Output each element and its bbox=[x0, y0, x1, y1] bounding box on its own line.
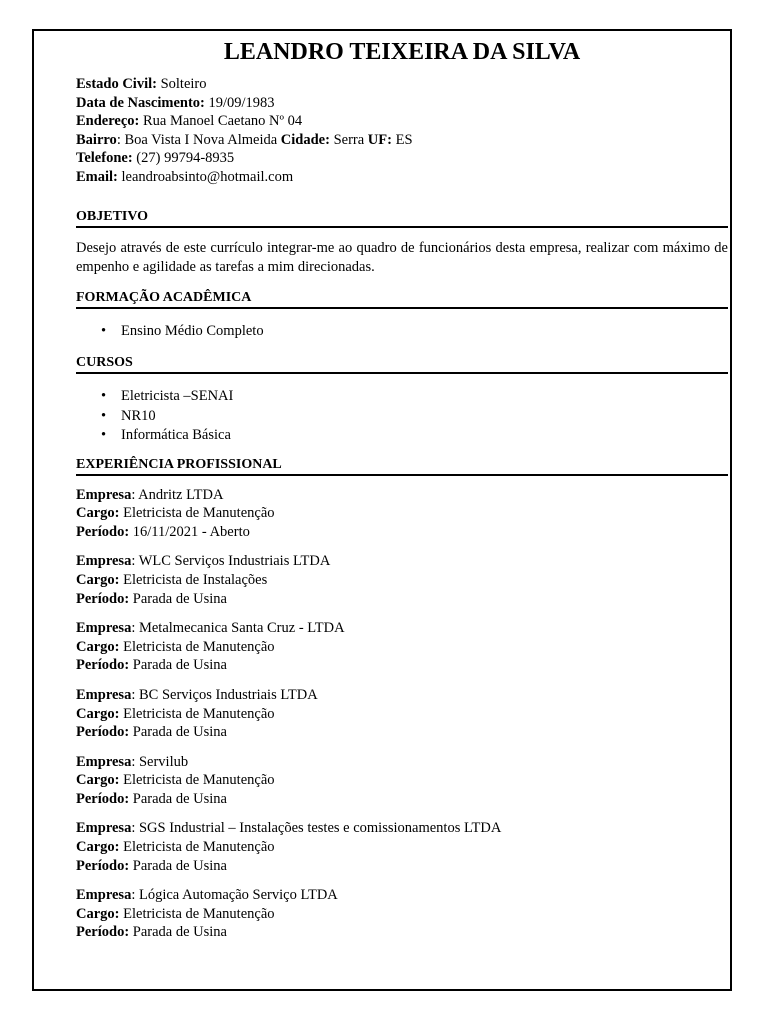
experience-entry bbox=[76, 686, 728, 742]
marital-status-value: Solteiro bbox=[156, 76, 207, 92]
period-value: Parada de Usina bbox=[129, 857, 227, 874]
list-item bbox=[76, 387, 728, 407]
list-item bbox=[76, 322, 728, 342]
email bbox=[76, 168, 728, 187]
formacao-list bbox=[76, 322, 728, 342]
period-label: Período: bbox=[76, 790, 130, 807]
company-label: Empresa bbox=[76, 553, 132, 570]
city-value: Serra bbox=[329, 131, 368, 148]
period-label: Período: bbox=[76, 924, 130, 941]
bullet-icon: • bbox=[101, 388, 107, 405]
list-item-label: Ensino Médio Completo bbox=[121, 322, 264, 339]
company-value: : Andritz LTDA bbox=[131, 486, 224, 503]
company-label: Empresa bbox=[76, 887, 132, 904]
role-label: Cargo: bbox=[76, 905, 120, 922]
birth-date-value: 19/09/1983 bbox=[204, 94, 275, 111]
period-value: Parada de Usina bbox=[129, 657, 227, 674]
list-item-label: NR10 bbox=[121, 407, 156, 424]
role-label: Cargo: bbox=[76, 505, 120, 522]
period-label: Período: bbox=[76, 657, 130, 674]
section-cursos-title: CURSOS bbox=[76, 354, 728, 374]
resume-content bbox=[76, 37, 728, 942]
list-item bbox=[76, 407, 728, 427]
state-value: ES bbox=[391, 131, 413, 148]
city-label: Cidade: bbox=[280, 131, 330, 148]
company-value: : WLC Serviços Industriais LTDA bbox=[131, 553, 331, 570]
period-value: Parada de Usina bbox=[129, 724, 227, 741]
experience-entry bbox=[76, 552, 728, 608]
role-value: Eletricista de Instalações bbox=[119, 571, 268, 588]
marital-status bbox=[76, 75, 728, 94]
experience-entry bbox=[76, 619, 728, 675]
role-label: Cargo: bbox=[76, 638, 120, 655]
marital-status-label: Estado Civil: bbox=[76, 76, 157, 92]
birth-date bbox=[76, 94, 728, 113]
section-objetivo-title: OBJETIVO bbox=[76, 208, 728, 228]
company-value: : Metalmecanica Santa Cruz - LTDA bbox=[131, 620, 345, 637]
period-value: Parada de Usina bbox=[129, 790, 227, 807]
period-label: Período: bbox=[76, 724, 130, 741]
experience-entry bbox=[76, 486, 728, 542]
experience-entry bbox=[76, 886, 728, 942]
company-label: Empresa bbox=[76, 820, 132, 837]
company-value: : SGS Industrial – Instalações testes e comissionamentos LTDA bbox=[131, 820, 502, 837]
period-label: Período: bbox=[76, 590, 130, 607]
period-value: Parada de Usina bbox=[129, 924, 227, 941]
email-label: Email: bbox=[76, 168, 118, 185]
neighborhood-value: : Boa Vista I Nova Almeida bbox=[116, 131, 281, 148]
personal-info bbox=[76, 75, 728, 187]
role-label: Cargo: bbox=[76, 772, 120, 789]
company-value: : BC Serviços Industriais LTDA bbox=[131, 686, 318, 703]
role-value: Eletricista de Manutenção bbox=[119, 905, 275, 922]
company-value: : Servilub bbox=[131, 753, 189, 770]
list-item-label: Informática Básica bbox=[121, 427, 231, 444]
company-value: : Lógica Automação Serviço LTDA bbox=[131, 887, 338, 904]
role-label: Cargo: bbox=[76, 571, 120, 588]
bullet-icon: • bbox=[101, 322, 107, 339]
candidate-name: LEANDRO TEIXEIRA DA SILVA bbox=[223, 39, 581, 65]
period-label: Período: bbox=[76, 523, 130, 540]
role-value: Eletricista de Manutenção bbox=[119, 705, 275, 722]
role-label: Cargo: bbox=[76, 839, 120, 856]
experience-entry bbox=[76, 753, 728, 809]
company-label: Empresa bbox=[76, 686, 132, 703]
address-value: Rua Manoel Caetano Nº 04 bbox=[139, 113, 303, 130]
period-value: 16/11/2021 - Aberto bbox=[129, 523, 250, 540]
period-value: Parada de Usina bbox=[129, 590, 227, 607]
phone-value: (27) 99794-8935 bbox=[132, 150, 235, 167]
address bbox=[76, 112, 728, 131]
section-experiencia-title: EXPERIÊNCIA PROFISSIONAL bbox=[76, 456, 728, 476]
list-item-label: Eletricista –SENAI bbox=[121, 388, 234, 405]
page-border bbox=[32, 29, 732, 991]
role-value: Eletricista de Manutenção bbox=[119, 839, 275, 856]
role-value: Eletricista de Manutenção bbox=[119, 638, 275, 655]
phone bbox=[76, 149, 728, 168]
birth-date-label: Data de Nascimento: bbox=[76, 94, 205, 111]
role-label: Cargo: bbox=[76, 705, 120, 722]
role-value: Eletricista de Manutenção bbox=[119, 505, 275, 522]
experience-list bbox=[76, 486, 728, 942]
email-value: leandroabsinto@hotmail.com bbox=[117, 168, 294, 185]
company-label: Empresa bbox=[76, 620, 132, 637]
phone-label: Telefone: bbox=[76, 150, 133, 167]
neighborhood-label: Bairro bbox=[76, 131, 117, 148]
state-label: UF: bbox=[367, 131, 392, 148]
objetivo-text: Desejo através de este currículo integrar-me ao quadro de funcionários desta empresa, realizar com máximo de empenho e agilidade as tarefas a mim direcionadas. bbox=[76, 239, 728, 275]
list-item bbox=[76, 426, 728, 446]
period-label: Período: bbox=[76, 857, 130, 874]
neighborhood-city bbox=[76, 131, 728, 150]
role-value: Eletricista de Manutenção bbox=[119, 772, 275, 789]
address-label: Endereço: bbox=[76, 113, 140, 130]
bullet-icon: • bbox=[101, 427, 107, 444]
company-label: Empresa bbox=[76, 486, 132, 503]
experience-entry bbox=[76, 819, 728, 875]
cursos-list bbox=[76, 387, 728, 446]
section-formacao-title: FORMAÇÃO ACADÊMICA bbox=[76, 289, 728, 309]
company-label: Empresa bbox=[76, 753, 132, 770]
bullet-icon: • bbox=[101, 407, 107, 424]
